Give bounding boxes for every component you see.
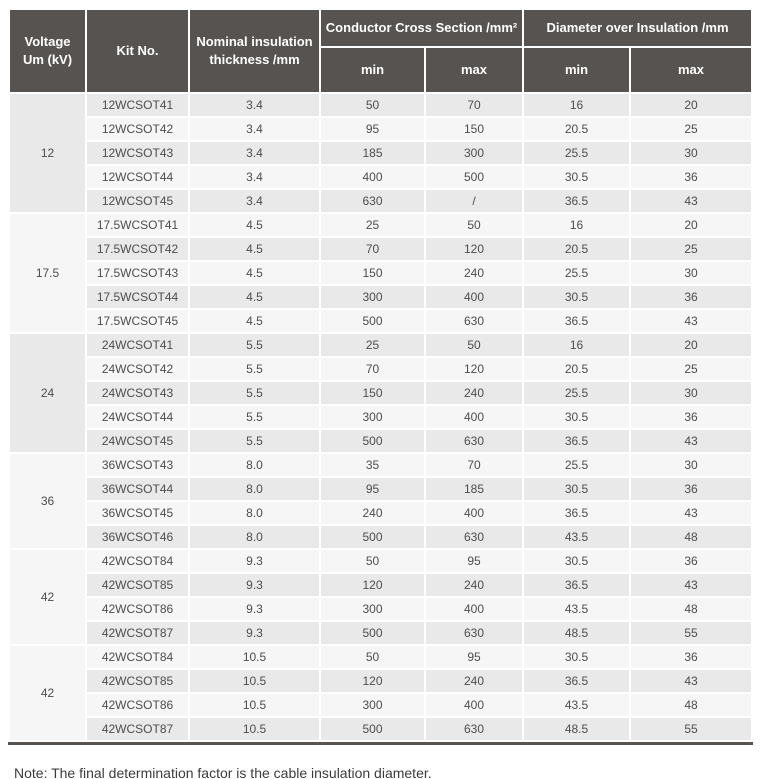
conductor-min-cell: 50 <box>321 646 424 668</box>
conductor-min-cell: 95 <box>321 118 424 140</box>
conductor-max-cell: 95 <box>426 646 522 668</box>
conductor-max-cell: 400 <box>426 598 522 620</box>
header-thickness-line1: Nominal insulation <box>196 34 313 50</box>
kit-no-cell: 17.5WCSOT42 <box>87 238 188 260</box>
header-dia-min: min <box>524 48 629 92</box>
kit-no-cell: 42WCSOT87 <box>87 718 188 740</box>
header-conductor-group: Conductor Cross Section /mm² <box>321 10 522 46</box>
header-voltage <box>10 10 85 92</box>
kit-no-cell: 24WCSOT42 <box>87 358 188 380</box>
diameter-max-cell: 30 <box>631 262 751 284</box>
header-dia-max: max <box>631 48 751 92</box>
thickness-cell: 3.4 <box>190 94 319 116</box>
conductor-min-cell: 150 <box>321 262 424 284</box>
diameter-min-cell: 43.5 <box>524 598 629 620</box>
conductor-max-cell: 50 <box>426 214 522 236</box>
diameter-min-cell: 36.5 <box>524 574 629 596</box>
diameter-min-cell: 25.5 <box>524 262 629 284</box>
diameter-max-cell: 30 <box>631 382 751 404</box>
thickness-cell: 4.5 <box>190 286 319 308</box>
table-row <box>10 526 751 548</box>
thickness-cell: 10.5 <box>190 646 319 668</box>
table-row <box>10 214 751 236</box>
conductor-max-cell: 120 <box>426 358 522 380</box>
diameter-max-cell: 36 <box>631 286 751 308</box>
thickness-cell: 5.5 <box>190 382 319 404</box>
diameter-min-cell: 43.5 <box>524 694 629 716</box>
diameter-max-cell: 25 <box>631 358 751 380</box>
kit-no-cell: 12WCSOT45 <box>87 190 188 212</box>
thickness-cell: 3.4 <box>190 166 319 188</box>
diameter-max-cell: 43 <box>631 310 751 332</box>
kit-no-cell: 42WCSOT84 <box>87 646 188 668</box>
conductor-min-cell: 300 <box>321 286 424 308</box>
table-row <box>10 574 751 596</box>
diameter-min-cell: 36.5 <box>524 502 629 524</box>
conductor-min-cell: 70 <box>321 238 424 260</box>
conductor-min-cell: 500 <box>321 430 424 452</box>
table-row <box>10 430 751 452</box>
conductor-min-cell: 500 <box>321 310 424 332</box>
thickness-cell: 5.5 <box>190 334 319 356</box>
conductor-min-cell: 50 <box>321 550 424 572</box>
diameter-max-cell: 36 <box>631 646 751 668</box>
conductor-min-cell: 120 <box>321 670 424 692</box>
table-row <box>10 646 751 668</box>
thickness-cell: 10.5 <box>190 694 319 716</box>
conductor-min-cell: 500 <box>321 622 424 644</box>
diameter-min-cell: 30.5 <box>524 406 629 428</box>
diameter-min-cell: 30.5 <box>524 478 629 500</box>
diameter-max-cell: 30 <box>631 454 751 476</box>
thickness-cell: 5.5 <box>190 358 319 380</box>
conductor-min-cell: 240 <box>321 502 424 524</box>
thickness-cell: 5.5 <box>190 430 319 452</box>
kit-no-cell: 17.5WCSOT43 <box>87 262 188 284</box>
table-row <box>10 166 751 188</box>
conductor-max-cell: 630 <box>426 526 522 548</box>
diameter-max-cell: 43 <box>631 670 751 692</box>
header-thickness-line2: thickness /mm <box>209 52 300 67</box>
table-row <box>10 142 751 164</box>
kit-no-cell: 42WCSOT84 <box>87 550 188 572</box>
diameter-min-cell: 43.5 <box>524 526 629 548</box>
table-row <box>10 478 751 500</box>
diameter-max-cell: 48 <box>631 598 751 620</box>
kit-no-cell: 42WCSOT85 <box>87 574 188 596</box>
conductor-max-cell: 300 <box>426 142 522 164</box>
conductor-max-cell: 400 <box>426 406 522 428</box>
header-kit-no: Kit No. <box>87 10 188 92</box>
diameter-max-cell: 20 <box>631 334 751 356</box>
thickness-cell: 4.5 <box>190 262 319 284</box>
conductor-min-cell: 500 <box>321 526 424 548</box>
thickness-cell: 9.3 <box>190 598 319 620</box>
conductor-min-cell: 35 <box>321 454 424 476</box>
thickness-cell: 5.5 <box>190 406 319 428</box>
diameter-max-cell: 48 <box>631 526 751 548</box>
conductor-min-cell: 300 <box>321 598 424 620</box>
conductor-min-cell: 150 <box>321 382 424 404</box>
thickness-cell: 8.0 <box>190 502 319 524</box>
kit-no-cell: 36WCSOT44 <box>87 478 188 500</box>
conductor-max-cell: / <box>426 190 522 212</box>
diameter-max-cell: 36 <box>631 550 751 572</box>
conductor-min-cell: 70 <box>321 358 424 380</box>
table-row <box>10 262 751 284</box>
diameter-min-cell: 25.5 <box>524 142 629 164</box>
kit-no-cell: 36WCSOT46 <box>87 526 188 548</box>
conductor-max-cell: 630 <box>426 430 522 452</box>
conductor-max-cell: 240 <box>426 382 522 404</box>
thickness-cell: 4.5 <box>190 238 319 260</box>
diameter-max-cell: 30 <box>631 142 751 164</box>
conductor-min-cell: 25 <box>321 334 424 356</box>
conductor-max-cell: 240 <box>426 670 522 692</box>
conductor-max-cell: 150 <box>426 118 522 140</box>
table-row <box>10 190 751 212</box>
table-row <box>10 118 751 140</box>
diameter-min-cell: 30.5 <box>524 646 629 668</box>
kit-no-cell: 12WCSOT43 <box>87 142 188 164</box>
kit-no-cell: 42WCSOT86 <box>87 694 188 716</box>
conductor-max-cell: 630 <box>426 622 522 644</box>
diameter-max-cell: 36 <box>631 478 751 500</box>
diameter-min-cell: 25.5 <box>524 454 629 476</box>
voltage-group-cell: 42 <box>10 550 85 644</box>
conductor-max-cell: 70 <box>426 454 522 476</box>
header-voltage-line1: Voltage <box>24 34 71 50</box>
footnote: Note: The final determination factor is the cable insulation diameter. <box>14 765 432 779</box>
diameter-min-cell: 16 <box>524 214 629 236</box>
table-row <box>10 310 751 332</box>
kit-selection-table <box>8 8 753 745</box>
diameter-max-cell: 36 <box>631 406 751 428</box>
diameter-min-cell: 36.5 <box>524 430 629 452</box>
conductor-max-cell: 185 <box>426 478 522 500</box>
thickness-cell: 4.5 <box>190 214 319 236</box>
diameter-min-cell: 36.5 <box>524 190 629 212</box>
conductor-min-cell: 50 <box>321 94 424 116</box>
kit-no-cell: 24WCSOT44 <box>87 406 188 428</box>
diameter-min-cell: 48.5 <box>524 622 629 644</box>
header-ccs-min: min <box>321 48 424 92</box>
diameter-max-cell: 43 <box>631 574 751 596</box>
table-row <box>10 454 751 476</box>
kit-no-cell: 42WCSOT85 <box>87 670 188 692</box>
diameter-max-cell: 36 <box>631 166 751 188</box>
table-header <box>10 10 751 92</box>
conductor-min-cell: 500 <box>321 718 424 740</box>
voltage-group-cell: 12 <box>10 94 85 212</box>
conductor-max-cell: 400 <box>426 694 522 716</box>
diameter-max-cell: 43 <box>631 190 751 212</box>
diameter-max-cell: 48 <box>631 694 751 716</box>
diameter-min-cell: 30.5 <box>524 286 629 308</box>
thickness-cell: 3.4 <box>190 190 319 212</box>
table-row <box>10 286 751 308</box>
thickness-cell: 10.5 <box>190 670 319 692</box>
diameter-max-cell: 43 <box>631 430 751 452</box>
diameter-min-cell: 20.5 <box>524 358 629 380</box>
table-body <box>10 94 751 740</box>
thickness-cell: 10.5 <box>190 718 319 740</box>
conductor-min-cell: 25 <box>321 214 424 236</box>
kit-no-cell: 12WCSOT42 <box>87 118 188 140</box>
conductor-max-cell: 400 <box>426 502 522 524</box>
diameter-max-cell: 20 <box>631 214 751 236</box>
conductor-min-cell: 120 <box>321 574 424 596</box>
table-row <box>10 670 751 692</box>
kit-no-cell: 12WCSOT44 <box>87 166 188 188</box>
conductor-max-cell: 240 <box>426 262 522 284</box>
diameter-max-cell: 55 <box>631 718 751 740</box>
conductor-min-cell: 185 <box>321 142 424 164</box>
thickness-cell: 9.3 <box>190 622 319 644</box>
diameter-max-cell: 43 <box>631 502 751 524</box>
header-group-row <box>10 10 751 46</box>
conductor-max-cell: 50 <box>426 334 522 356</box>
table-row <box>10 622 751 644</box>
kit-table <box>8 8 753 742</box>
table-row <box>10 382 751 404</box>
diameter-max-cell: 25 <box>631 118 751 140</box>
kit-no-cell: 24WCSOT41 <box>87 334 188 356</box>
diameter-max-cell: 20 <box>631 94 751 116</box>
table-row <box>10 406 751 428</box>
table-row <box>10 334 751 356</box>
kit-no-cell: 17.5WCSOT45 <box>87 310 188 332</box>
diameter-min-cell: 48.5 <box>524 718 629 740</box>
diameter-min-cell: 25.5 <box>524 382 629 404</box>
diameter-min-cell: 16 <box>524 334 629 356</box>
thickness-cell: 9.3 <box>190 550 319 572</box>
conductor-min-cell: 300 <box>321 406 424 428</box>
diameter-min-cell: 36.5 <box>524 670 629 692</box>
thickness-cell: 8.0 <box>190 478 319 500</box>
thickness-cell: 8.0 <box>190 454 319 476</box>
table-row <box>10 598 751 620</box>
kit-no-cell: 36WCSOT43 <box>87 454 188 476</box>
diameter-max-cell: 55 <box>631 622 751 644</box>
kit-no-cell: 17.5WCSOT44 <box>87 286 188 308</box>
header-ccs-max: max <box>426 48 522 92</box>
table-row <box>10 358 751 380</box>
voltage-group-cell: 17.5 <box>10 214 85 332</box>
header-thickness <box>190 10 319 92</box>
table-row <box>10 694 751 716</box>
conductor-min-cell: 400 <box>321 166 424 188</box>
conductor-max-cell: 630 <box>426 718 522 740</box>
diameter-min-cell: 20.5 <box>524 118 629 140</box>
kit-no-cell: 24WCSOT45 <box>87 430 188 452</box>
kit-no-cell: 24WCSOT43 <box>87 382 188 404</box>
conductor-min-cell: 95 <box>321 478 424 500</box>
conductor-max-cell: 70 <box>426 94 522 116</box>
header-voltage-line2: Um (kV) <box>22 52 73 67</box>
diameter-min-cell: 20.5 <box>524 238 629 260</box>
table-row <box>10 718 751 740</box>
kit-no-cell: 17.5WCSOT41 <box>87 214 188 236</box>
voltage-group-cell: 24 <box>10 334 85 452</box>
conductor-min-cell: 300 <box>321 694 424 716</box>
voltage-group-cell: 42 <box>10 646 85 740</box>
diameter-min-cell: 30.5 <box>524 550 629 572</box>
kit-no-cell: 12WCSOT41 <box>87 94 188 116</box>
thickness-cell: 4.5 <box>190 310 319 332</box>
table-row <box>10 238 751 260</box>
table-row <box>10 502 751 524</box>
thickness-cell: 3.4 <box>190 142 319 164</box>
header-diameter-group: Diameter over Insulation /mm <box>524 10 751 46</box>
kit-no-cell: 42WCSOT87 <box>87 622 188 644</box>
conductor-max-cell: 400 <box>426 286 522 308</box>
kit-no-cell: 36WCSOT45 <box>87 502 188 524</box>
diameter-min-cell: 36.5 <box>524 310 629 332</box>
conductor-max-cell: 500 <box>426 166 522 188</box>
conductor-min-cell: 630 <box>321 190 424 212</box>
conductor-max-cell: 120 <box>426 238 522 260</box>
thickness-cell: 3.4 <box>190 118 319 140</box>
conductor-max-cell: 630 <box>426 310 522 332</box>
kit-no-cell: 42WCSOT86 <box>87 598 188 620</box>
table-row <box>10 94 751 116</box>
conductor-max-cell: 240 <box>426 574 522 596</box>
thickness-cell: 9.3 <box>190 574 319 596</box>
diameter-min-cell: 30.5 <box>524 166 629 188</box>
diameter-max-cell: 25 <box>631 238 751 260</box>
thickness-cell: 8.0 <box>190 526 319 548</box>
diameter-min-cell: 16 <box>524 94 629 116</box>
table-row <box>10 550 751 572</box>
voltage-group-cell: 36 <box>10 454 85 548</box>
conductor-max-cell: 95 <box>426 550 522 572</box>
